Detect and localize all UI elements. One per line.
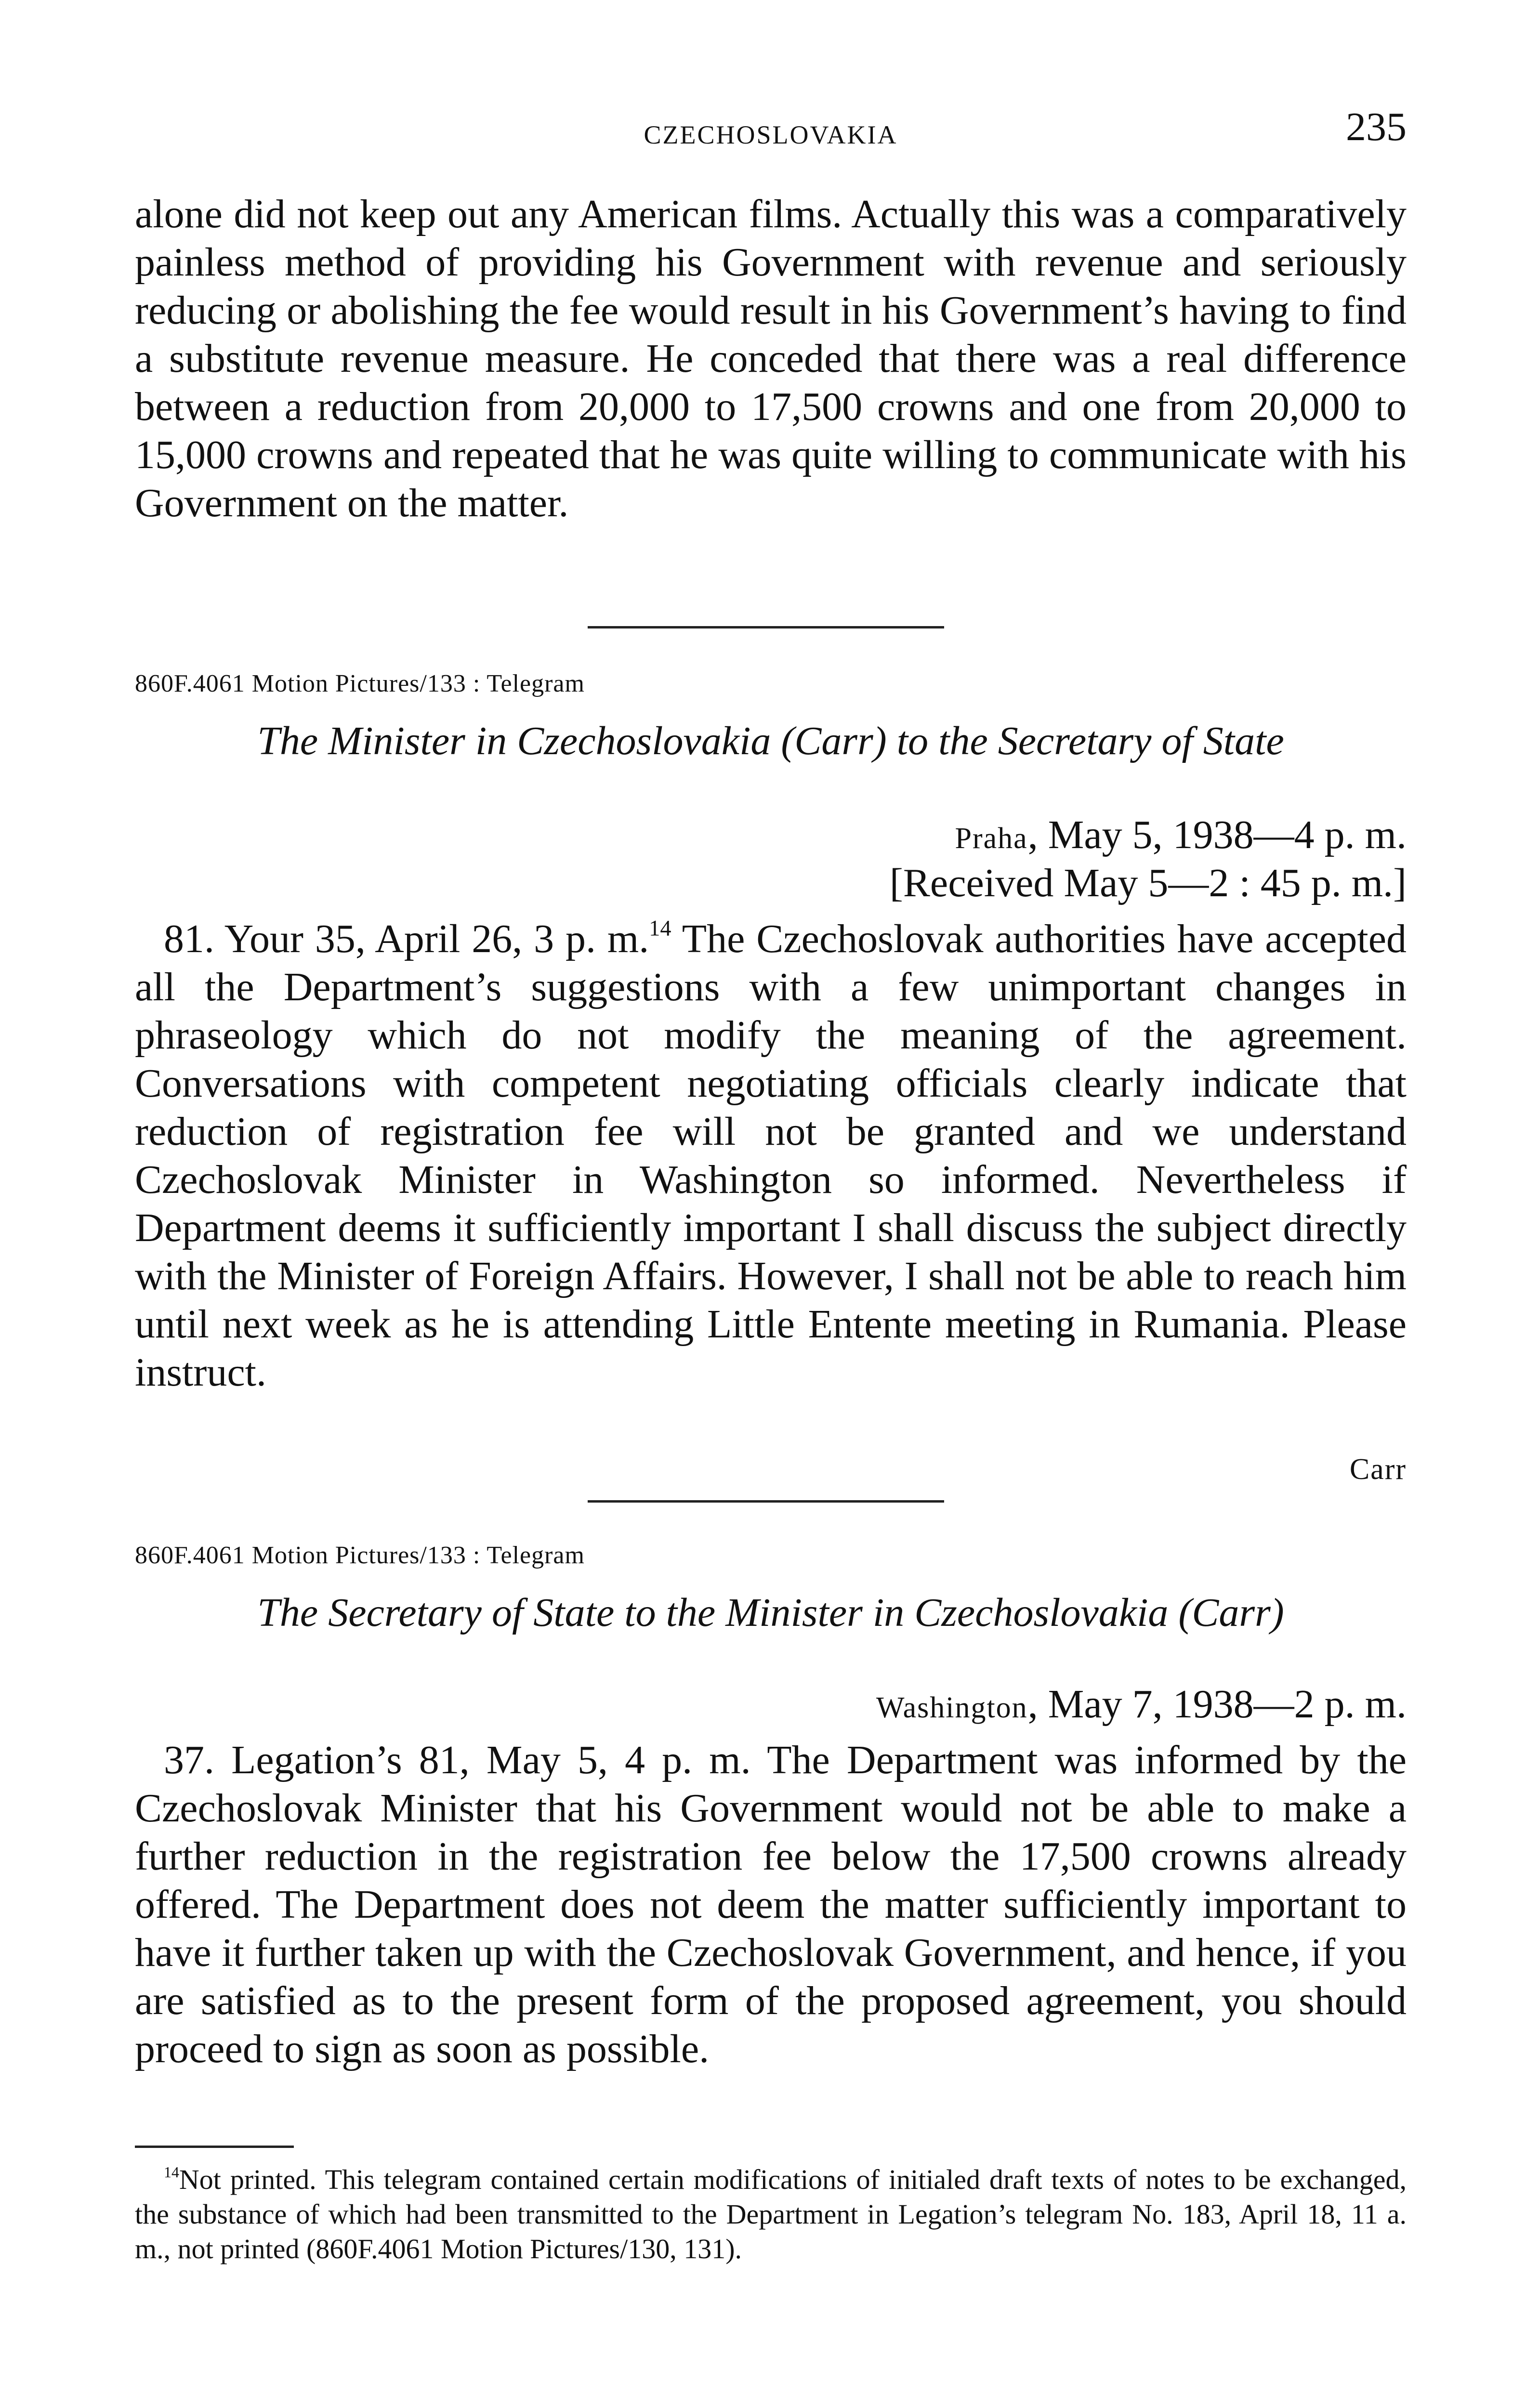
file-reference: 860F.4061 Motion Pictures/133 : Telegram — [135, 1542, 585, 1569]
carryover-paragraph: alone did not keep out any American films. Actually this was a comparatively painless method of providing his Government with revenue and seriously reducing or abolishing the fee would result in his Government’s having to find a substitute revenue measure. He conceded that there was a real difference between a reduction from 20,000 to 17,500 crowns and one from 20,000 to 15,000 crowns and repeated that he was quite willing to communicate with his Government on the matter. — [135, 192, 1407, 525]
section-separator — [588, 1500, 944, 1503]
body-opening: 81. Your 35, April 26, 3 p. m. — [164, 916, 649, 961]
place-name: Praha — [955, 822, 1028, 855]
date-time: , May 5, 1938—4 p. m. — [1027, 812, 1407, 857]
telegram-body: 37. Legation’s 81, May 5, 4 p. m. The Department was informed by the Czechoslovak Minister that his Government would not be able to make a further reduction in the registration fee below the 17,500 crowns already offered. The Department does not deem the matter sufficiently important to have it further taken up with the Czechoslovak Government, and hence, if you are satisfied as to the present form of the proposed agreement, you should proceed to sign as soon as possible. — [135, 1738, 1407, 2071]
signature-name: Carr — [1349, 1453, 1407, 1486]
footnote — [135, 2162, 1407, 2266]
telegram-body — [135, 915, 1407, 1397]
document-title: The Minister in Czechoslovakia (Carr) to the Secretary of State — [257, 719, 1284, 763]
footnote-text: Not printed. This telegram contained certain modifications of initialed draft texts of notes to be exchanged, the substance of which had been transmitted to the Department in Legation’s telegram No. 183, April 18, 11 a. m., not printed (860F.4061 Motion Pictures/130, 131). — [135, 2164, 1407, 2264]
page-number: 235 — [1346, 105, 1407, 149]
footnote-number: 14 — [164, 2164, 179, 2181]
place-name: Washington — [876, 1691, 1028, 1724]
file-reference: 860F.4061 Motion Pictures/133 : Telegram — [135, 670, 585, 697]
received-line: [Received May 5—2 : 45 p. m.] — [889, 861, 1407, 905]
document-title: The Secretary of State to the Minister in Czechoslovakia (Carr) — [257, 1590, 1284, 1635]
place-date-line — [876, 1681, 1407, 1727]
signature — [1350, 1442, 1407, 1489]
running-head: CZECHOSLOVAKIA — [644, 120, 898, 149]
date-time: , May 7, 1938—2 p. m. — [1027, 1682, 1407, 1727]
place-date-line — [955, 811, 1407, 858]
body-text: The Czechoslovak authorities have accepted all the Department’s suggestions with a few unimportant changes in phraseology which do not modify the meaning of the agreement. Conversations with competent negotiating officials clearly indicate that reduction of registration fee will not be granted and we understand Czechoslovak Minister in Washington so informed. Nevertheless if Department deems it sufficiently important I shall discuss the subject directly with the Minister of Foreign Affairs. However, I shall not be able to reach him until next week as he is attending Little Entente meeting in Rumania. Please instruct. — [135, 916, 1407, 1395]
page-header — [135, 104, 1407, 166]
section-separator — [588, 626, 944, 628]
footnote-marker: 14 — [649, 916, 671, 941]
footnote-rule — [135, 2146, 294, 2148]
